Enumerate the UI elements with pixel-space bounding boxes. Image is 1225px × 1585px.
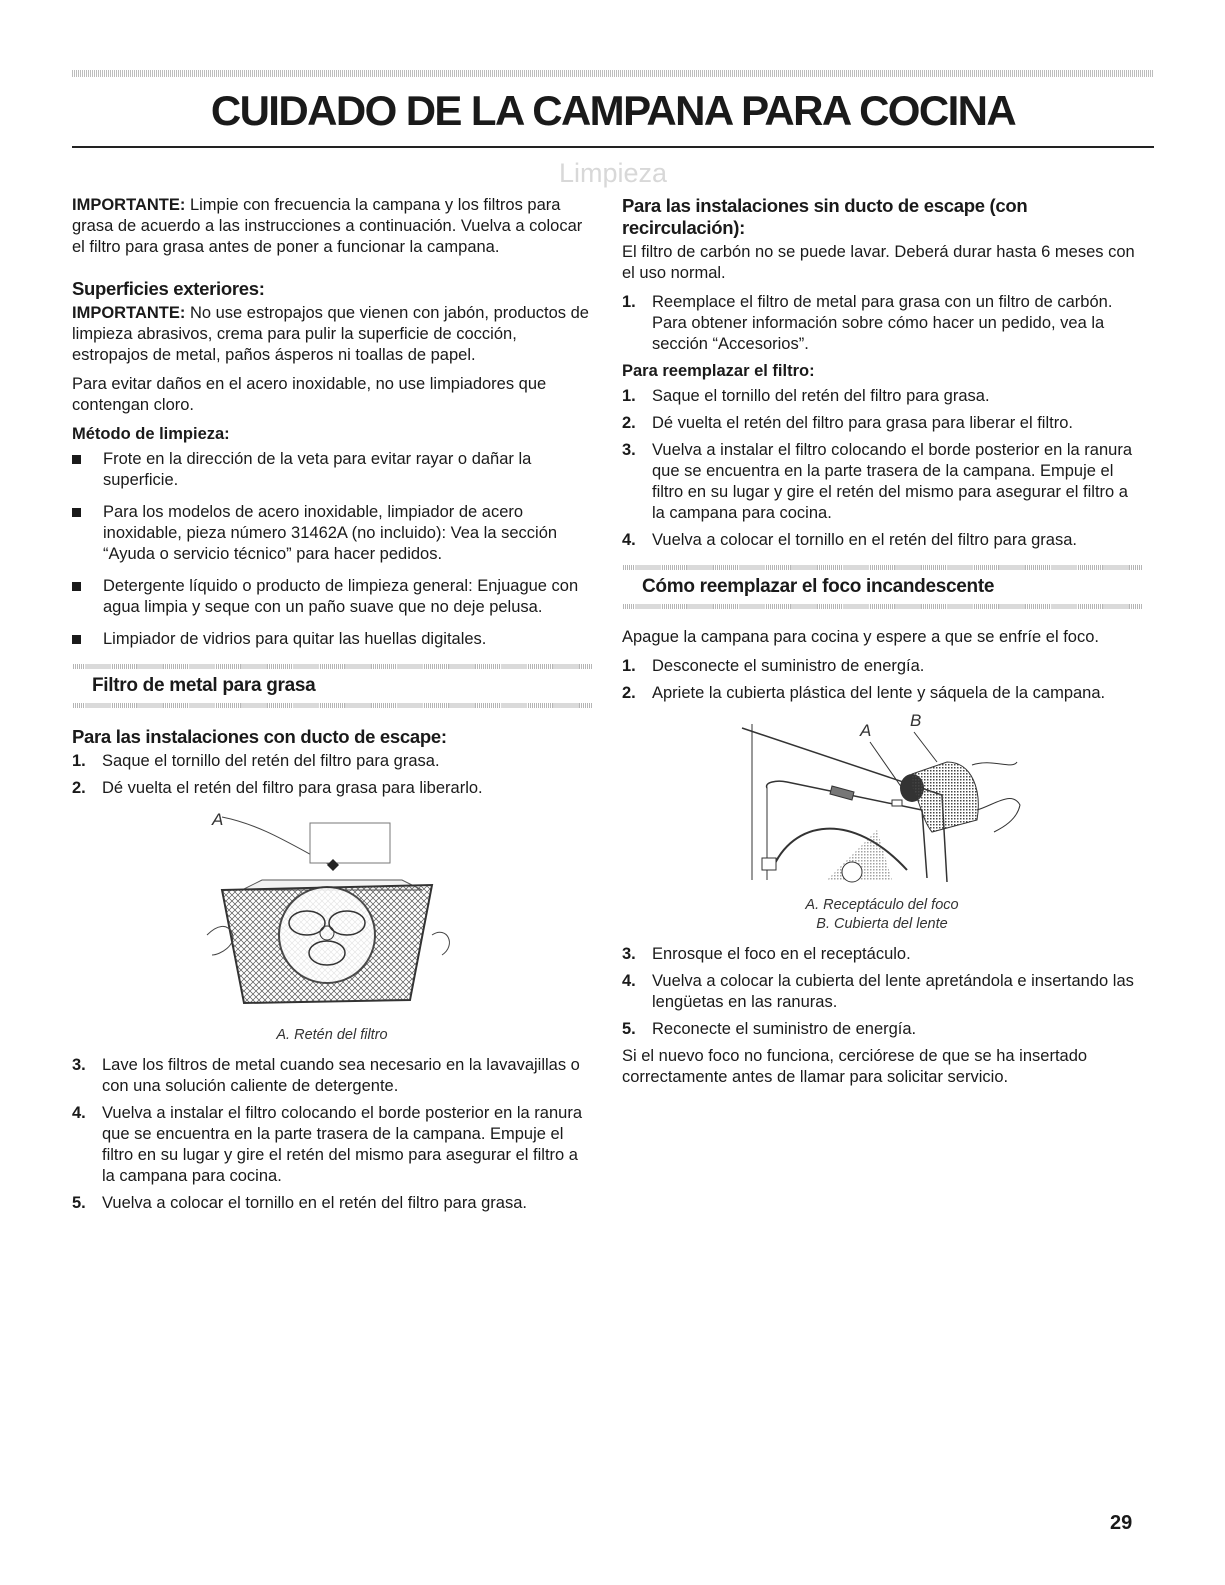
nonducted-heading: Para las instalaciones sin ducto de escape (con recirculación): [622, 195, 1028, 238]
filter-band [72, 664, 592, 708]
list-item: 1. Saque el tornillo del retén del filtro para grasa. [72, 752, 440, 770]
replace-heading: Para reemplazar el filtro: [622, 362, 815, 380]
nonducted-steps [622, 292, 1142, 355]
top-rule-pattern [72, 70, 1154, 77]
bulb-band-heading: Cómo reemplazar el foco incandescente [642, 576, 995, 597]
list-item: 1. Reemplace el filtro de metal para grasa con un filtro de carbón. Para obtener información sobre cómo hacer un pedido, vea la sección “Accesorios”. [622, 293, 1113, 353]
section-heading: Limpieza [558, 158, 668, 188]
list-item: 3. Enrosque el foco en el receptáculo. [622, 945, 911, 963]
list-item: 2. Dé vuelta el retén del filtro para grasa para liberar el filtro. [622, 414, 1073, 432]
nonducted-paragraph: El filtro de carbón no se puede lavar. Deberá durar hasta 6 meses con el uso normal. [622, 243, 1135, 282]
list-item: Limpiador de vidrios para quitar las huellas digitales. [72, 629, 592, 650]
intro-paragraph: IMPORTANTE: Limpie con frecuencia la campana y los filtros para grasa de acuerdo a las instrucciones a continuación. Vuelva a colocar el filtro para grasa antes de poner a funcionar la campana. [72, 196, 583, 256]
title-rule [72, 146, 1154, 148]
bullet-square-icon [72, 508, 81, 517]
list-item: Para los modelos de acero inoxidable, limpiador de acero inoxidable, pieza número 31462A (no incluido): Vea la sección “Ayuda o servicio técnico” para hacer pedidos. [72, 502, 592, 565]
list-item: Detergente líquido o producto de limpieza general: Enjuague con agua limpia y seque con un paño suave que no deje pelusa. [72, 576, 592, 618]
exterior-heading: Superficies exteriores: [72, 278, 265, 299]
list-item: 5. Reconecte el suministro de energía. [622, 1020, 917, 1038]
exterior-paragraph: IMPORTANTE: No use estropajos que vienen con jabón, productos de limpieza abrasivos, crema para pulir la superficie de cocción, estropajos de metal, paños ásperos ni toallas de papel. [72, 304, 589, 364]
fig1-caption: A. Retén del filtro [276, 1027, 388, 1043]
bulb-figure [622, 710, 1142, 934]
list-item: 4. Vuelva a colocar la cubierta del lente apretándola e insertando las lengüetas en las ranuras. [622, 972, 1134, 1011]
ducted-heading: Para las instalaciones con ducto de escape: [72, 726, 447, 747]
bulb-outro: Si el nuevo foco no funciona, cerciórese de que se ha insertado correctamente antes de llamar para solicitar servicio. [622, 1047, 1088, 1086]
fig2-label-a: A [860, 721, 872, 740]
method-list [72, 449, 592, 650]
fig2-caption-a: A. Receptáculo del foco [805, 897, 959, 913]
page-title: CUIDADO DE LA CAMPANA PARA COCINA [210, 87, 1016, 134]
list-item: 2. Apriete la cubierta plástica del lente y sáquela de la campana. [622, 684, 1106, 702]
fig1-label-a: A [212, 810, 224, 829]
list-item: 3. Vuelva a instalar el filtro colocando el borde posterior en la ranura que se encuentra en la parte trasera de la campana. Empuje el filtro en su lugar y gire el retén del mismo para asegurar el filtro a la campana para cocina. [622, 441, 1132, 522]
list-item: Frote en la dirección de la veta para evitar rayar o dañar la superficie. [72, 449, 592, 491]
stainless-paragraph: Para evitar daños en el acero inoxidable, no use limpiadores que contengan cloro. [72, 375, 547, 414]
list-item: 4. Vuelva a colocar el tornillo en el retén del filtro para grasa. [622, 531, 1077, 549]
page-number: 29 [1110, 1512, 1133, 1534]
list-item: 2. Dé vuelta el retén del filtro para grasa para liberarlo. [72, 779, 483, 797]
list-item: 3. Lave los filtros de metal cuando sea necesario en la lavavajillas o con una solución caliente de detergente. [72, 1056, 580, 1095]
ducted-steps-a [72, 751, 592, 799]
list-item: 1. Saque el tornillo del retén del filtro para grasa. [622, 387, 990, 405]
fig2-label-b: B [910, 711, 922, 730]
list-item: 4. Vuelva a instalar el filtro colocando el borde posterior en la ranura que se encuentra en la parte trasera de la campana. Empuje el filtro en su lugar y gire el retén del mismo para asegurar el filtro a la campana para cocina. [72, 1104, 582, 1185]
bulb-band [622, 565, 1142, 609]
filter-illustration [202, 805, 462, 1020]
bullet-square-icon [72, 455, 81, 464]
replace-steps [622, 386, 1142, 551]
bulb-steps-b [622, 944, 1142, 1040]
bullet-square-icon [72, 582, 81, 591]
list-item: 5. Vuelva a colocar el tornillo en el retén del filtro para grasa. [72, 1194, 527, 1212]
ducted-steps-b [72, 1055, 592, 1214]
bullet-square-icon [72, 635, 81, 644]
bulb-intro: Apague la campana para cocina y espere a que se enfríe el foco. [622, 628, 1099, 646]
left-column [72, 195, 592, 1220]
bulb-illustration [732, 710, 1032, 890]
filter-retainer-figure [72, 805, 592, 1045]
fig2-caption-b: B. Cubierta del lente [816, 916, 948, 932]
filter-band-heading: Filtro de metal para grasa [92, 675, 316, 696]
right-column [622, 195, 1142, 1096]
bulb-steps-a [622, 656, 1142, 704]
list-item: 1. Desconecte el suministro de energía. [622, 657, 925, 675]
method-heading: Método de limpieza: [72, 425, 230, 443]
